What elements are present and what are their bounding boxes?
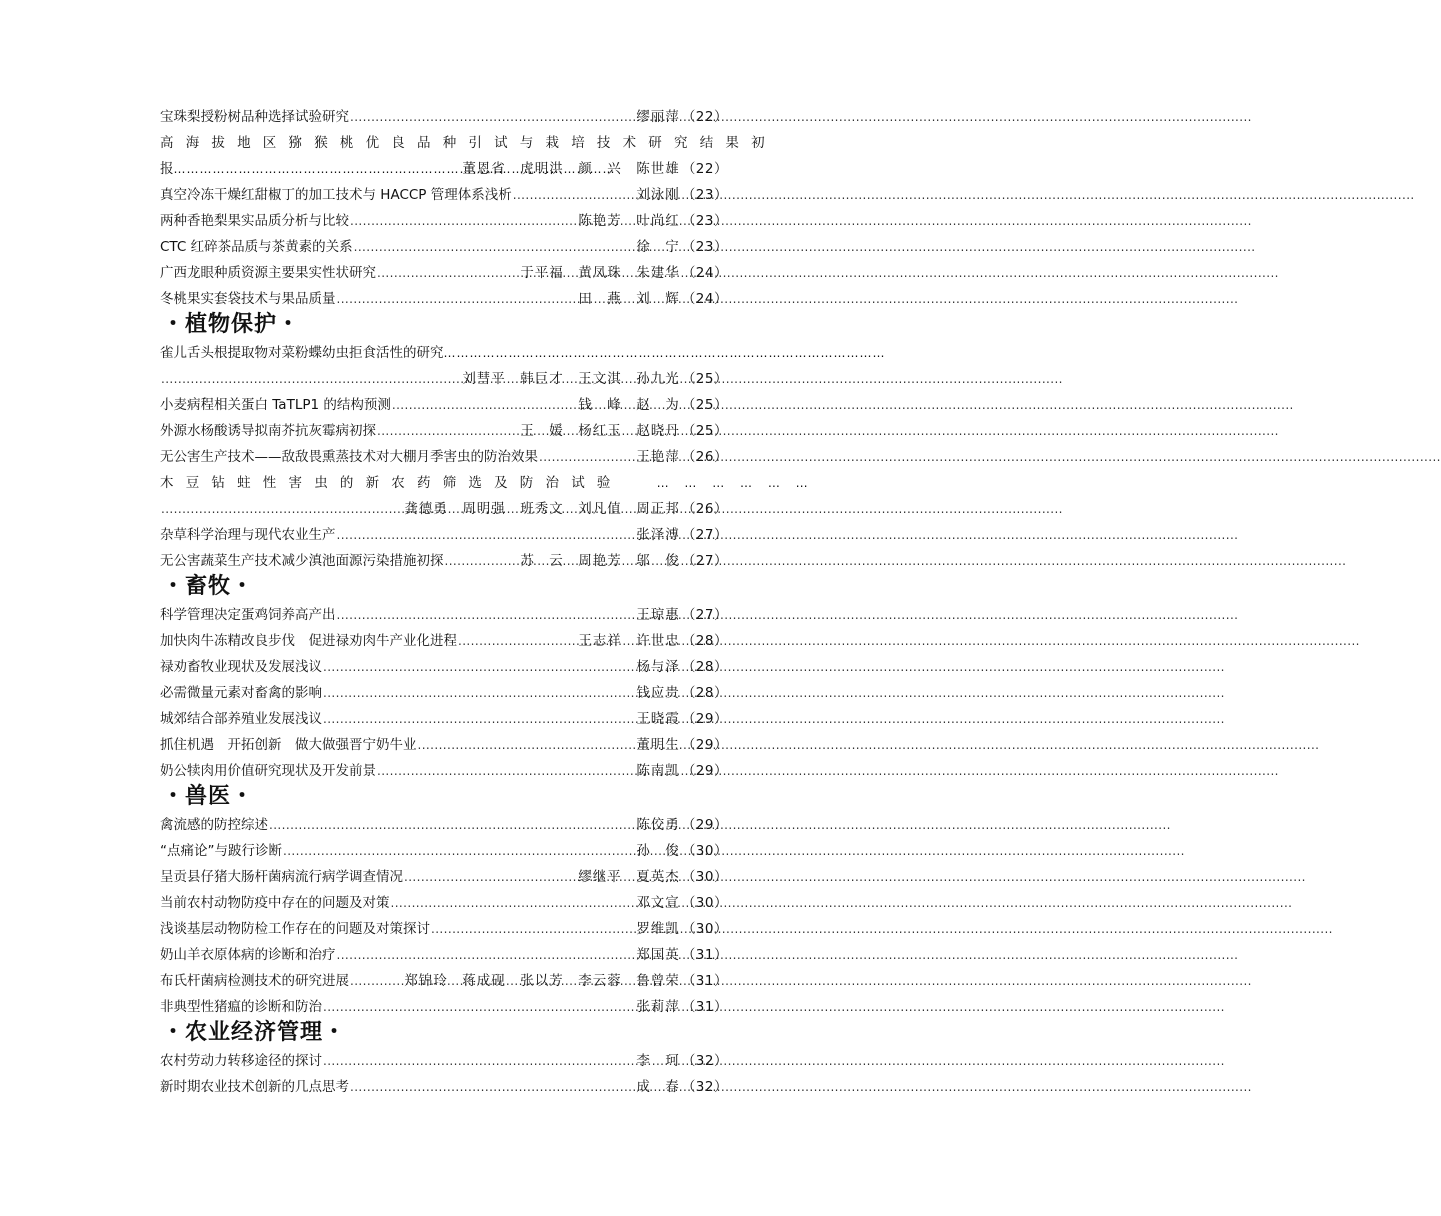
toc-entry [160, 680, 728, 706]
entry-page: （24） [681, 265, 728, 281]
entry-title: 布氏杆菌病检测技术的研究进展 [160, 973, 349, 989]
toc-entry [160, 812, 728, 838]
entry-title: 呈贡县仔猪大肠杆菌病流行病学调查情况 [160, 869, 403, 885]
entry-title: 当前农村动物防疫中存在的问题及对策 [160, 895, 390, 911]
entry-authors: 缪丽萍 [636, 109, 680, 125]
entry-title: 报 [160, 161, 174, 177]
leader-dots [391, 392, 576, 418]
entry-title: 奶公犊肉用价值研究现状及开发前景 [160, 763, 376, 779]
entry-title: 无公害蔬菜生产技术减少滇池面源污染措施初探 [160, 553, 444, 569]
leader-dots [322, 654, 634, 680]
toc-entry [160, 366, 728, 392]
entry-page: （25） [681, 371, 728, 387]
leader-dots [268, 812, 634, 838]
entry-authors: 于平福 黄凤珠 朱建华 [520, 265, 680, 281]
entry-page: （23） [681, 213, 728, 229]
entry-title: 科学管理决定蛋鸡饲养高产出 [160, 607, 336, 623]
leader-dots [174, 156, 461, 182]
entry-page: （22） [681, 109, 728, 125]
entry-page: （29） [681, 711, 728, 727]
toc-entry [160, 444, 728, 470]
entry-page: （32） [681, 1053, 728, 1069]
entry-authors: 龚德勇 周明强 班秀文 刘凡值 周正邦 [404, 501, 680, 517]
entry-authors: 王琼惠 [636, 607, 680, 623]
entry-authors: 陈艳芳 叶尚红 [578, 213, 680, 229]
section-heading-animal-husbandry: ・畜牧・ [162, 574, 255, 599]
entry-authors: 苏 云 周艳芳 邬 俊 [520, 553, 680, 569]
entry-title: 外源水杨酸诱导拟南芥抗灰霉病初探 [160, 423, 376, 439]
entry-authors: 张泽溥 [636, 527, 680, 543]
entry-page: （30） [681, 895, 728, 911]
entry-authors: 陈南凯 [636, 763, 680, 779]
leader-dots [322, 1048, 634, 1074]
leader-dots [417, 732, 635, 758]
entry-title: CTC 红碎茶品质与茶黄素的关系 [160, 239, 353, 255]
entry-page: （27） [681, 607, 728, 623]
toc-entry [160, 522, 728, 548]
entry-authors: 钱应贵 [636, 685, 680, 701]
toc-entry [160, 890, 728, 916]
entry-title: 两种香艳梨果实品质分析与比较 [160, 213, 349, 229]
entry-page: （27） [681, 527, 728, 543]
entry-page: （22） [681, 161, 728, 177]
entry-page: （28） [681, 685, 728, 701]
leader-dots [336, 286, 577, 312]
toc-entry [160, 732, 728, 758]
leader-dots: … … … … … … [656, 476, 814, 490]
toc-entry [160, 654, 728, 680]
entry-authors: 徐 宁 [636, 239, 680, 255]
toc-entry [160, 994, 728, 1020]
entry-authors: 孙 俊 [636, 843, 680, 859]
entry-page: （27） [681, 553, 728, 569]
entry-authors: 田 燕 刘 辉 [578, 291, 680, 307]
entry-authors: 缪继平 夏英杰 [578, 869, 680, 885]
entry-title: 加快肉牛冻精改良步伐 促进禄劝肉牛产业化进程 [160, 633, 457, 649]
leader-dots [336, 522, 635, 548]
entry-title: 农村劳动力转移途径的探讨 [160, 1053, 322, 1069]
entry-title: “点痛论”与跛行诊断 [160, 843, 282, 859]
entry-page: （31） [681, 999, 728, 1015]
entry-authors: 王 媛 杨红玉 赵晓丹 [520, 423, 680, 439]
toc-entry [160, 838, 728, 864]
leader-dots [349, 1074, 634, 1100]
entry-title: 广西龙眼种质资源主要果实性状研究 [160, 265, 376, 281]
entry-page: （25） [681, 423, 728, 439]
entry-page: （31） [681, 947, 728, 963]
entry-page: （30） [681, 843, 728, 859]
entry-authors: 李 珂 [636, 1053, 680, 1069]
leader-dots [322, 680, 634, 706]
toc-entry [160, 470, 814, 496]
entry-title: 雀儿舌头根提取物对菜粉蝶幼虫拒食活性的研究 [160, 345, 444, 361]
section-heading-agri-economics: ・农业经济管理・ [162, 1020, 347, 1045]
leader-dots [336, 942, 635, 968]
entry-page: （29） [681, 763, 728, 779]
entry-authors: 刘彗平 韩巨才 王文淇 孙九光 [462, 371, 680, 387]
toc-entry [160, 496, 728, 522]
entry-authors: 邓文宣 [636, 895, 680, 911]
entry-page: （29） [681, 817, 728, 833]
leader-dots [538, 444, 634, 470]
entry-title: 小麦病程相关蛋白 TaTLP1 的结构预测 [160, 397, 391, 413]
entry-authors: 罗维凯 [636, 921, 680, 937]
entry-title: 宝珠梨授粉树品种选择试验研究 [160, 109, 349, 125]
toc-entry [160, 260, 728, 286]
leader-dots [444, 340, 729, 366]
leader-dots [322, 994, 634, 1020]
entry-page: （31） [681, 973, 728, 989]
entry-authors: 陈佼勇 [636, 817, 680, 833]
toc-entry [160, 602, 728, 628]
entry-authors: 王艳萍 [636, 449, 680, 465]
toc-entry [160, 234, 728, 260]
entry-title: 奶山羊衣原体病的诊断和治疗 [160, 947, 336, 963]
entry-page: （25） [681, 397, 728, 413]
leader-dots [512, 182, 635, 208]
entry-title: 浅谈基层动物防检工作存在的问题及对策探讨 [160, 921, 430, 937]
entry-title: 禽流感的防控综述 [160, 817, 268, 833]
entry-page: （26） [681, 449, 728, 465]
entry-authors: 郑国英 [636, 947, 680, 963]
toc-entry [160, 706, 728, 732]
toc-entry [160, 968, 728, 994]
entry-title: 真空冷冻干燥红甜椒丁的加工技术与 HACCP 管理体系浅析 [160, 187, 512, 203]
leader-dots [457, 628, 576, 654]
leader-dots [376, 758, 634, 784]
toc-entry [160, 942, 728, 968]
leader-dots [349, 104, 634, 130]
entry-page: （28） [681, 633, 728, 649]
entry-authors: 董明生 [636, 737, 680, 753]
entry-page: （26） [681, 501, 728, 517]
toc-entry [160, 864, 728, 890]
toc-entry [160, 104, 728, 130]
table-of-contents [160, 104, 814, 1100]
entry-title: 禄劝畜牧业现状及发展浅议 [160, 659, 322, 675]
toc-entry [160, 628, 728, 654]
entry-title: 杂草科学治理与现代农业生产 [160, 527, 336, 543]
toc-entry [160, 758, 728, 784]
leader-dots [444, 548, 519, 574]
entry-title: 抓住机遇 开拓创新 做大做强晋宁奶牛业 [160, 737, 417, 753]
toc-entry [160, 286, 728, 312]
section-heading-veterinary: ・兽医・ [162, 784, 255, 809]
leader-dots [376, 418, 518, 444]
leader-dots [353, 234, 635, 260]
leader-dots [390, 890, 635, 916]
leader-dots [322, 706, 634, 732]
entry-page: （23） [681, 187, 728, 203]
entry-page: （30） [681, 869, 728, 885]
leader-dots [376, 260, 518, 286]
entry-authors: 王晓霞 [636, 711, 680, 727]
toc-entry [160, 1074, 728, 1100]
entry-page: （30） [681, 921, 728, 937]
entry-authors: 杨与泽 [636, 659, 680, 675]
leader-dots [349, 208, 576, 234]
entry-title: 无公害生产技术——敌敌畏熏蒸技术对大棚月季害虫的防治效果 [160, 449, 538, 465]
leader-dots [336, 602, 635, 628]
toc-entry [160, 1048, 728, 1074]
entry-page: （32） [681, 1079, 728, 1095]
toc-entry [160, 182, 728, 208]
entry-authors: 董恩省 虎明洪 颜 兴 陈世雄 [462, 161, 680, 177]
entry-page: （28） [681, 659, 728, 675]
leader-dots [282, 838, 634, 864]
entry-title: 高海拔地区猕猴桃优良品种引试与栽培技术研究结果初 [160, 135, 777, 151]
entry-title: 新时期农业技术创新的几点思考 [160, 1079, 349, 1095]
entry-title: 冬桃果实套袋技术与果品质量 [160, 291, 336, 307]
toc-entry [160, 340, 728, 366]
entry-authors: 张莉萍 [636, 999, 680, 1015]
toc-entry [160, 916, 728, 942]
toc-entry [160, 418, 728, 444]
entry-authors: 成 春 [636, 1079, 680, 1095]
entry-authors: 钱 峰 赵 为 [578, 397, 680, 413]
entry-title: 必需微量元素对畜禽的影响 [160, 685, 322, 701]
entry-authors: 王志祥 许世忠 [578, 633, 680, 649]
entry-page: （23） [681, 239, 728, 255]
leader-dots [349, 968, 402, 994]
toc-entry [160, 548, 728, 574]
leader-dots [430, 916, 634, 942]
entry-title: 城郊结合部养殖业发展浅议 [160, 711, 322, 727]
entry-authors: 郑锦玲 蒋成砚 张以芳 李云蓉 鲁曾荣 [404, 973, 680, 989]
entry-page: （24） [681, 291, 728, 307]
entry-authors: 刘泳刚 [636, 187, 680, 203]
leader-dots [403, 864, 576, 890]
entry-title: 木豆钻蛀性害虫的新农药筛选及防治试验 [160, 475, 623, 491]
leader-dots [160, 366, 460, 392]
entry-page: （29） [681, 737, 728, 753]
section-heading-plant-protection: ・植物保护・ [162, 312, 301, 337]
leader-dots [160, 496, 402, 522]
entry-title: 非典型性猪瘟的诊断和防治 [160, 999, 322, 1015]
toc-entry [160, 392, 728, 418]
toc-entry [160, 208, 728, 234]
toc-entry [160, 156, 728, 182]
toc-entry [160, 130, 777, 156]
